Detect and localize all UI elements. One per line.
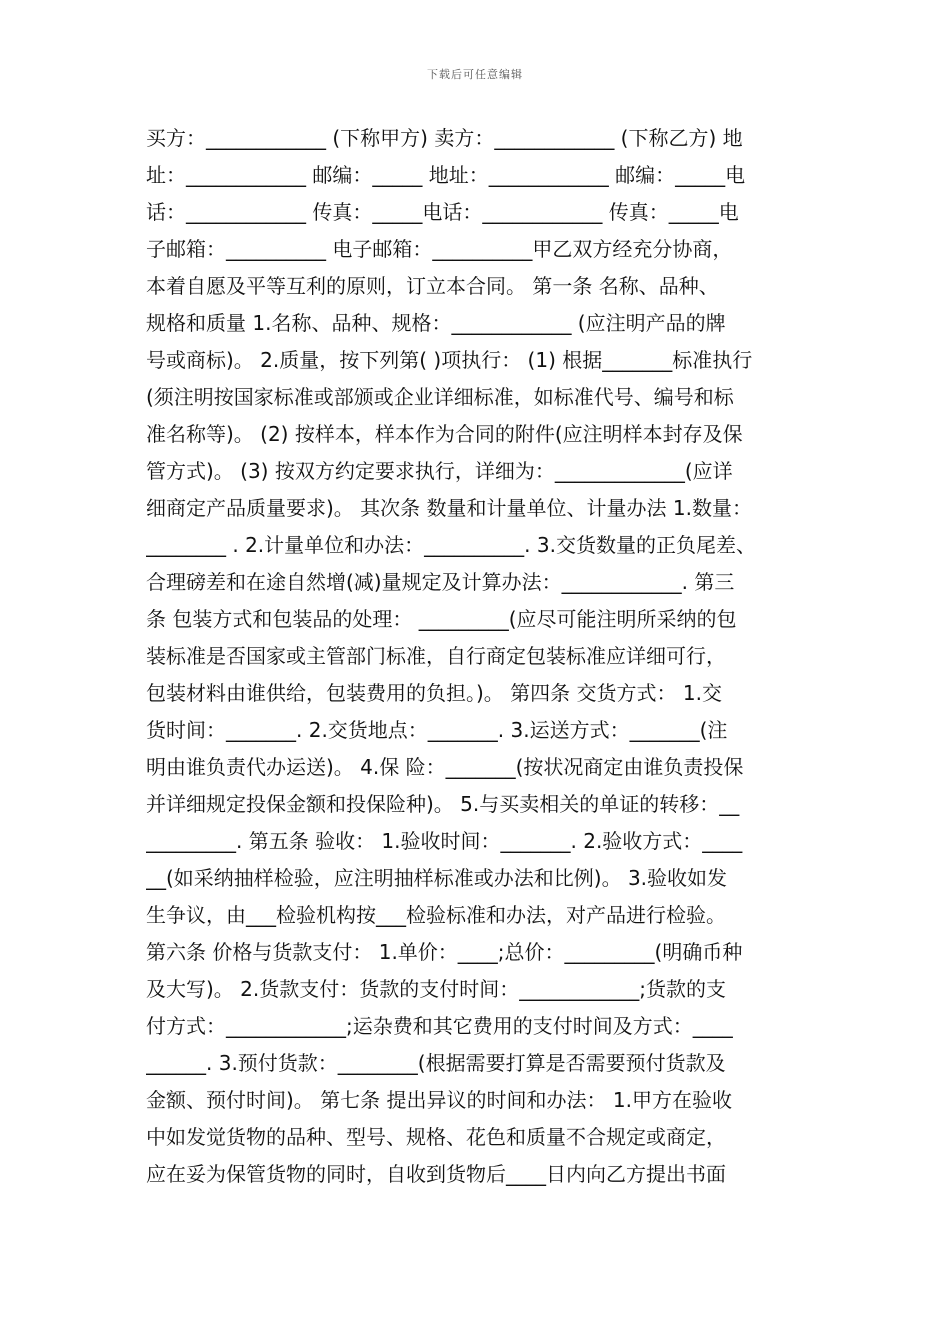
contract-line: 应在妥为保管货物的同时，自收到货物后____日内向乙方提出书面 xyxy=(146,1162,726,1186)
contract-line: 号或商标)。 2.质量，按下列第( )项执行： (1) 根据_______标准执行 xyxy=(146,348,753,372)
contract-line: ______. 3.预付货款：________(根据需要打算是否需要预付货款及 xyxy=(146,1051,726,1075)
contract-line: 合理磅差和在途自然增(减)量规定及计算办法：____________. 第三 xyxy=(146,570,735,594)
contract-line: 并详细规定投保金额和投保险种)。 5.与买卖相关的单证的转移：__ xyxy=(146,792,740,816)
contract-line: __(如采纳抽样检验，应注明抽样标准或办法和比例)。 3.验收如发 xyxy=(146,866,728,890)
contract-line: 规格和质量 1.名称、品种、规格：____________ (应注明产品的牌 xyxy=(146,311,726,335)
contract-line: 中如发觉货物的品种、型号、规格、花色和质量不合规定或商定， xyxy=(146,1125,726,1149)
contract-line: 本着自愿及平等互利的原则，订立本合同。 第一条 名称、品种、 xyxy=(146,274,719,298)
contract-line: 金额、预付时间)。 第七条 提出异议的时间和办法： 1.甲方在验收 xyxy=(146,1088,732,1112)
contract-line: 管方式)。 (3) 按双方约定要求执行，详细为：_____________(应详 xyxy=(146,459,733,483)
contract-line: 买方：____________ (下称甲方) 卖方：____________ (下称乙方) 地 xyxy=(146,126,743,150)
contract-line: 付方式：____________;运杂费和其它费用的支付时间及方式：____ xyxy=(146,1014,733,1038)
contract-line: _________. 第五条 验收： 1.验收时间：_______. 2.验收方式：____ xyxy=(146,829,743,853)
contract-line: 条 包装方式和包装品的处理： _________(应尽可能注明所采纳的包 xyxy=(146,607,737,631)
contract-line: 准名称等)。 (2) 按样本，样本作为合同的附件(应注明样本封存及保 xyxy=(146,422,743,446)
contract-line: (须注明按国家标准或部颁或企业详细标准，如标准代号、编号和标 xyxy=(146,385,734,409)
contract-line: ________ . 2.计量单位和办法：__________. 3.交货数量的正负尾差、 xyxy=(146,533,756,557)
contract-line: 子邮箱：__________ 电子邮箱：__________甲乙双方经充分协商， xyxy=(146,237,733,261)
contract-line: 生争议，由___检验机构按___检验标准和办法，对产品进行检验。 xyxy=(146,903,726,927)
contract-line: 货时间：_______. 2.交货地点：_______. 3.运送方式：_______(注 xyxy=(146,718,728,742)
contract-line: 细商定产品质量要求)。 其次条 数量和计量单位、计量办法 1.数量： xyxy=(146,496,752,520)
page-header-note: 下载后可任意编辑 xyxy=(427,68,523,81)
contract-line: 址：____________ 邮编：_____ 地址：____________ 邮编：_____电 xyxy=(146,163,746,187)
contract-line: 包装材料由谁供给，包装费用的负担。)。 第四条 交货方式： 1.交 xyxy=(146,681,722,705)
contract-line: 及大写)。 2.货款支付：货款的支付时间：____________;货款的支 xyxy=(146,977,726,1001)
contract-body xyxy=(146,120,806,1193)
contract-line: 装标准是否国家或主管部门标准，自行商定包装标准应详细可行， xyxy=(146,644,726,668)
contract-line: 明由谁负责代办运送)。 4.保 险：_______(按状况商定由谁负责投保 xyxy=(146,755,744,779)
contract-line: 第六条 价格与货款支付： 1.单价：____;总价：_________(明确币种 xyxy=(146,940,743,964)
contract-line: 话：____________ 传真：_____电话：____________ 传真：_____电 xyxy=(146,200,739,224)
